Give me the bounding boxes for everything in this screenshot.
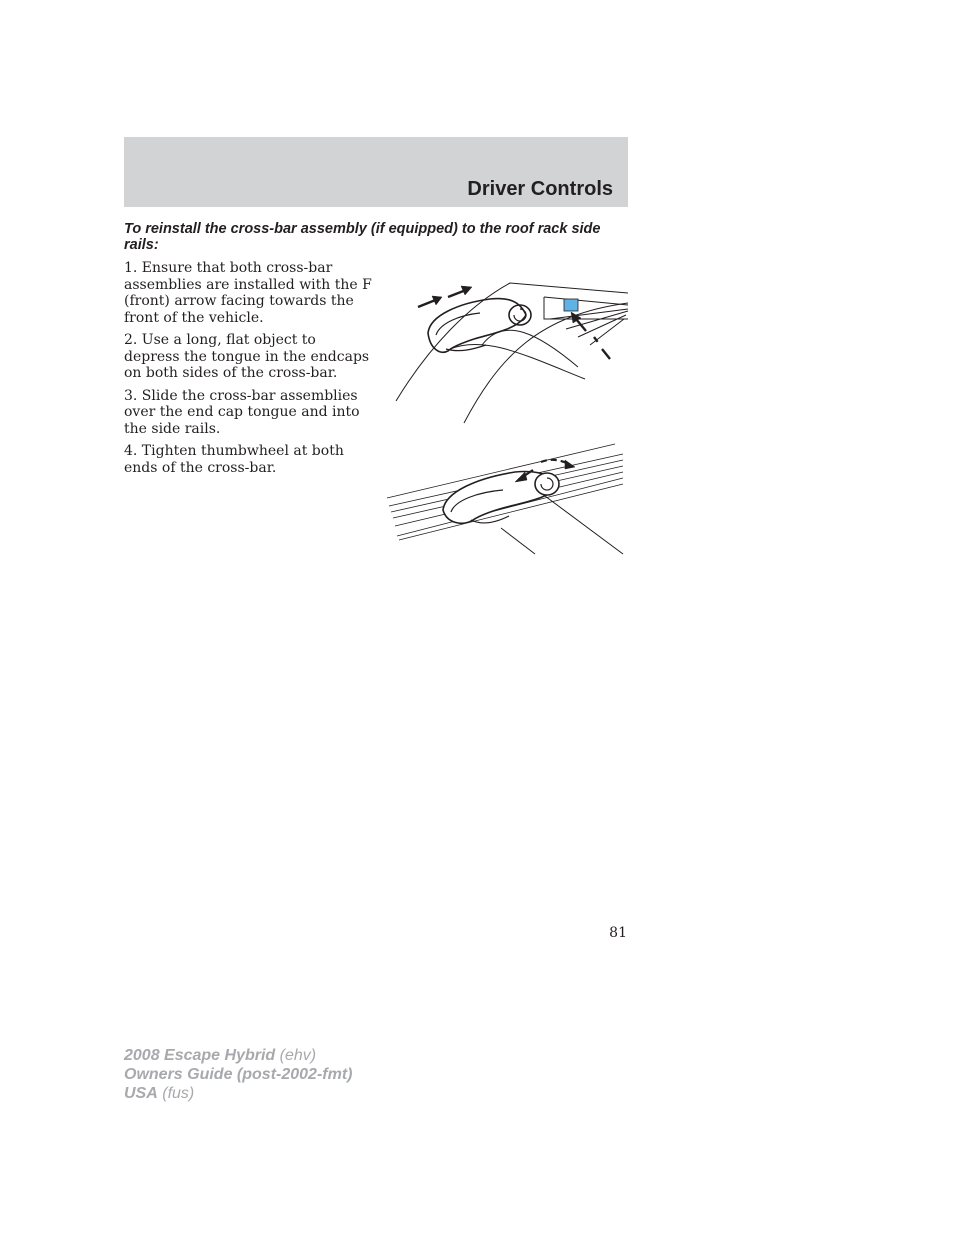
footer-model: 2008 Escape Hybrid bbox=[124, 1047, 276, 1064]
page-number: 81 bbox=[609, 925, 627, 941]
step-2: 2. Use a long, flat object to depress the tongue in the endcaps on both sides of the cross-bar. bbox=[124, 332, 370, 381]
footer-guide: Owners Guide (post-2002-fmt) bbox=[124, 1066, 353, 1083]
procedure-heading: To reinstall the cross-bar assembly (if equipped) to the roof rack side rails: bbox=[124, 221, 601, 253]
step-list bbox=[124, 260, 374, 482]
step-4: 4. Tighten thumbwheel at both ends of the cross-bar. bbox=[124, 443, 344, 476]
footer-line-3 bbox=[124, 1084, 352, 1103]
crossbar-endcap-illustration bbox=[390, 275, 630, 425]
footer-line-2 bbox=[124, 1065, 352, 1084]
document-footer bbox=[124, 1046, 352, 1103]
footer-line-1 bbox=[124, 1046, 352, 1065]
section-header bbox=[124, 137, 628, 207]
footer-market-code: (fus) bbox=[162, 1085, 195, 1102]
footer-model-code: (ehv) bbox=[279, 1047, 317, 1064]
footer-market: USA bbox=[124, 1085, 158, 1102]
section-title: Driver Controls bbox=[467, 178, 613, 200]
step-1: 1. Ensure that both cross-bar assemblies are installed with the F (front) arrow facing towards the front of the vehicle. bbox=[124, 260, 372, 326]
step-3: 3. Slide the cross-bar assemblies over the end cap tongue and into the side rails. bbox=[124, 387, 360, 437]
thumbwheel-tighten-illustration bbox=[385, 440, 630, 560]
